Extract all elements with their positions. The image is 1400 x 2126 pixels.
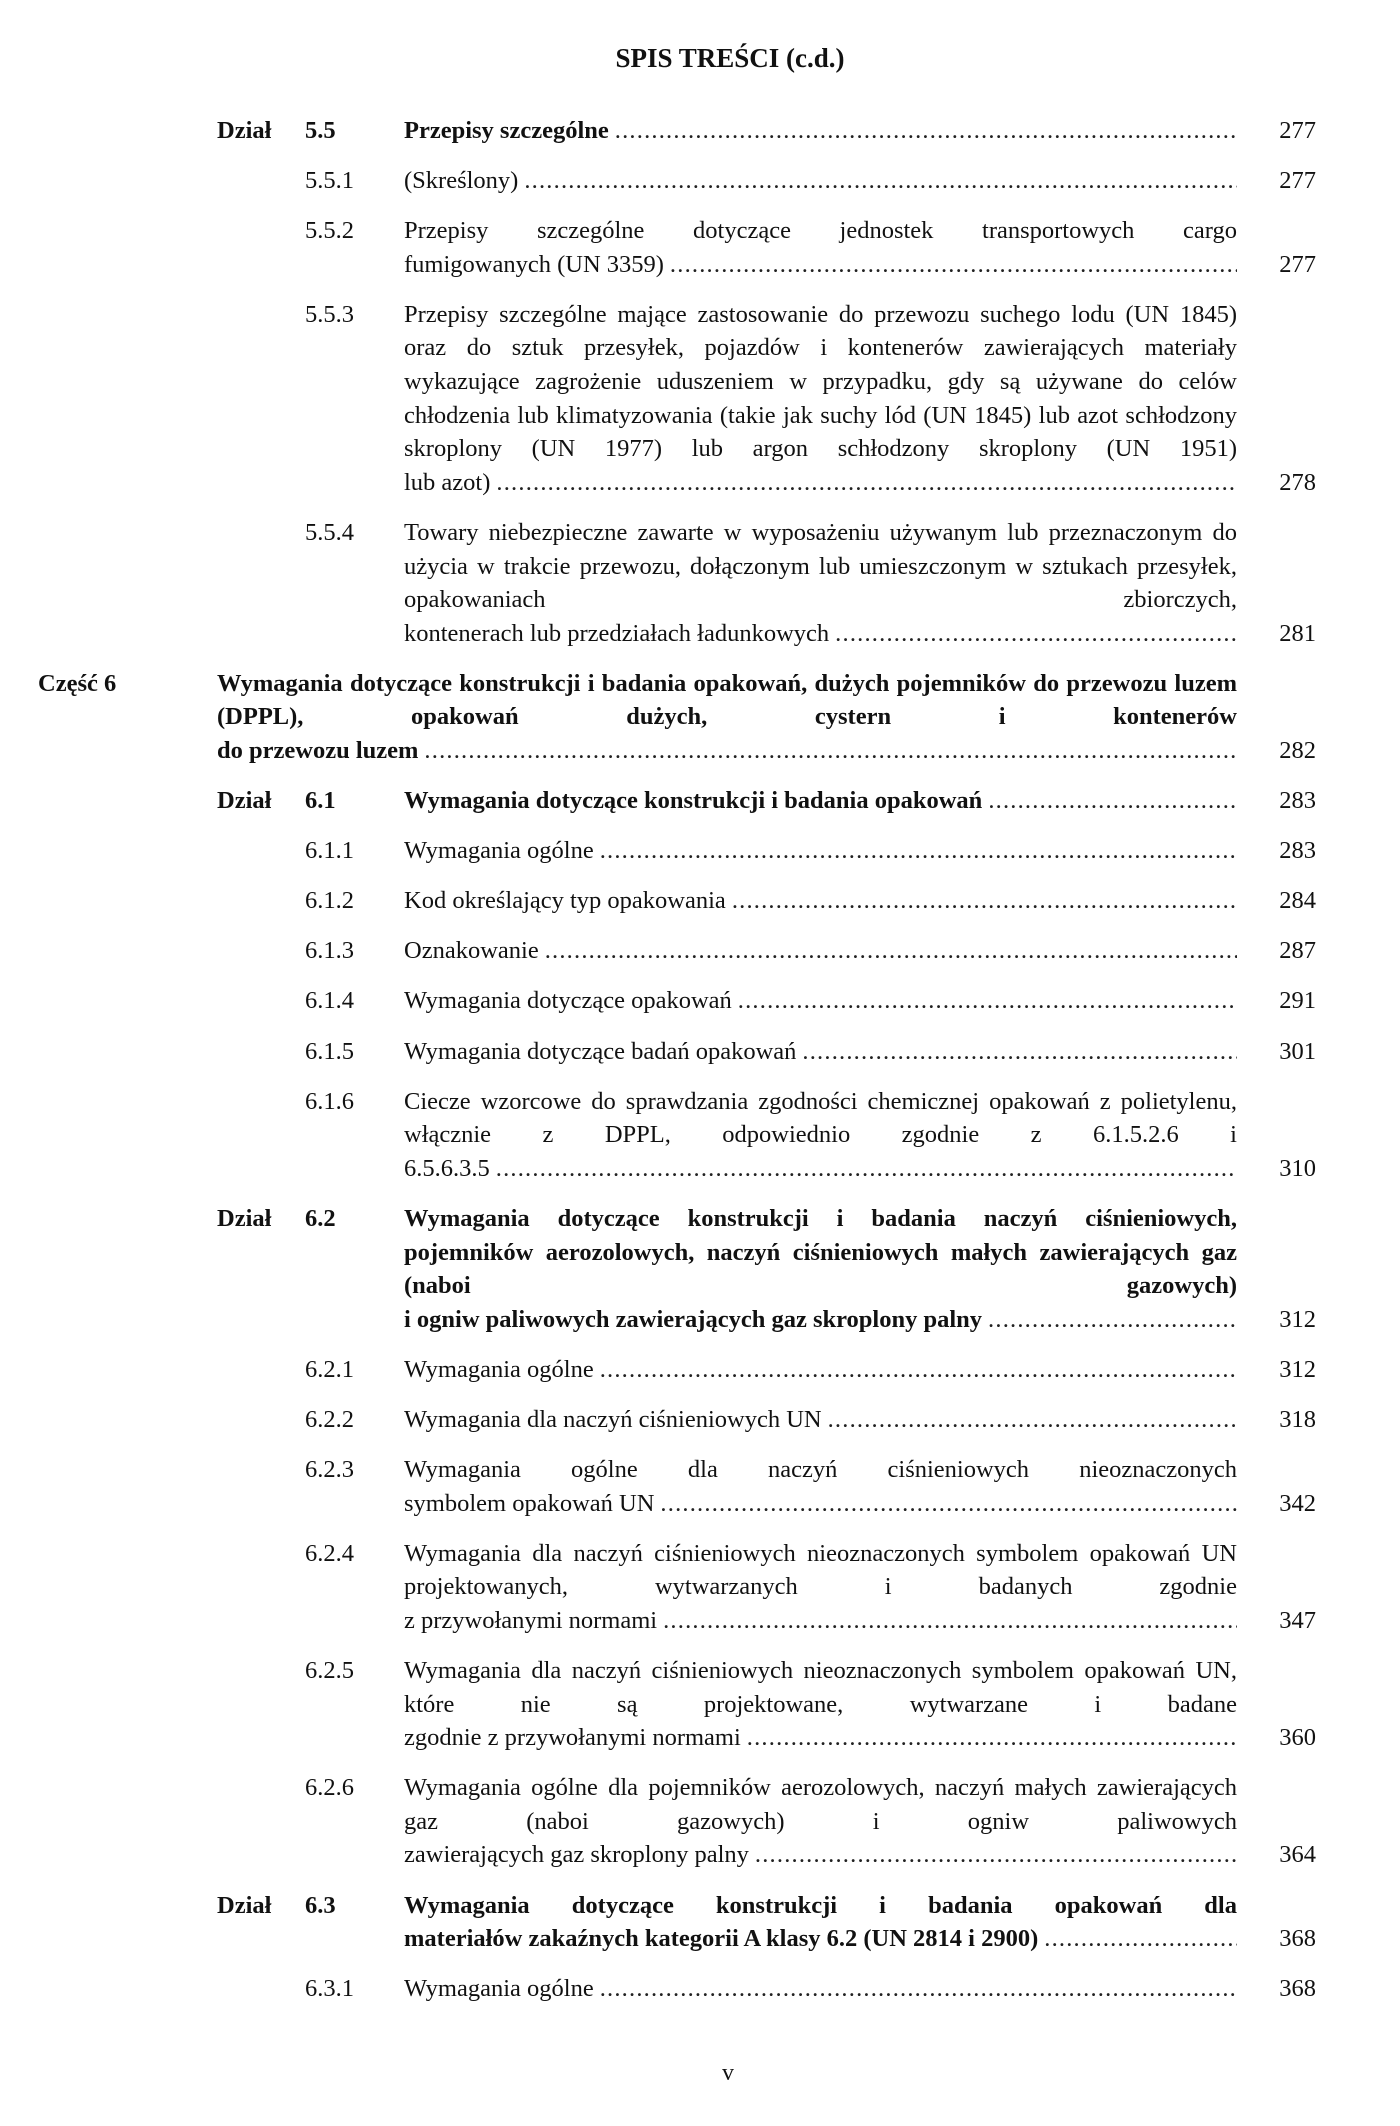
dot-leader <box>732 884 1237 918</box>
page-number[interactable]: 277 <box>1279 250 1316 278</box>
title-text: Przepisy szczególne <box>404 117 609 144</box>
page-number[interactable]: 318 <box>1279 1405 1316 1433</box>
section-number: 6.2 <box>305 1204 336 1232</box>
section-number: 6.2.4 <box>305 1539 354 1567</box>
title-text: (Skreślony) <box>404 167 519 195</box>
section-number: 6.2.3 <box>305 1456 354 1483</box>
title-lead: Wymagania ogólne dla naczyń ciśnieniowych nieoznaczonych <box>404 1456 1237 1483</box>
section-number: 5.5.2 <box>305 217 354 245</box>
title-text: 6.5.6.3.5 <box>404 1154 490 1182</box>
page-number[interactable]: 312 <box>1279 1305 1316 1333</box>
entry-title <box>404 1202 1237 1336</box>
title-lead: Ciecze wzorcowe do sprawdzania zgodności chemicznej opakowań z polietylenu, włącznie z DPPL, odpowiednio zgodnie z 6.1.5.2.6 i <box>404 1087 1237 1149</box>
dot-leader <box>615 114 1237 148</box>
toc-entry-dzial-5-5[interactable] <box>0 114 1400 148</box>
dot-leader <box>524 164 1237 198</box>
footer-page-number: v <box>722 2060 734 2086</box>
title-text: i ogniw paliwowych zawierających gaz skroplony palny <box>404 1305 983 1333</box>
dot-leader <box>1044 1922 1237 1956</box>
dot-leader <box>600 1972 1237 2006</box>
title-text: Wymagania ogólne <box>404 837 594 865</box>
entry-title <box>404 884 1237 918</box>
entry-title <box>404 1972 1237 2006</box>
dot-leader <box>660 1487 1237 1521</box>
toc-entry-6-1-3[interactable] <box>0 934 1400 968</box>
toc-entry-6-1-6[interactable] <box>0 1085 1400 1186</box>
title-text: fumigowanych (UN 3359) <box>404 250 664 278</box>
entry-title <box>404 984 1237 1018</box>
toc-entry-6-1-4[interactable] <box>0 984 1400 1018</box>
dzial-label: Dział <box>217 787 272 815</box>
page-number[interactable]: 312 <box>1279 1355 1316 1383</box>
dot-leader <box>802 1035 1237 1069</box>
table-of-contents <box>0 114 1400 2022</box>
page-number[interactable]: 360 <box>1279 1724 1316 1752</box>
dot-leader <box>600 1353 1237 1387</box>
page-number[interactable]: 277 <box>1279 117 1316 144</box>
title-text: symbolem opakowań UN <box>404 1489 655 1517</box>
toc-entry-5-5-2[interactable] <box>0 214 1400 281</box>
dot-leader <box>828 1403 1237 1437</box>
part-label: Część 6 <box>38 669 117 697</box>
entry-title <box>404 1403 1237 1437</box>
title-lead: Przepisy szczególne mające zastosowanie do przewozu suchego lodu (UN 1845) oraz do sztuk przesyłek, pojazdów i kontenerów zawierających materiały wykazujące zagrożenie uduszeniem w przypadku, gdy są używane do celów chłodzenia lub klimatyzowania (takie jak suchy lód (UN 1845) lub azot schłodzony skroplony (UN 1977) lub argon schłodzony skroplony (UN 1951) <box>404 300 1237 463</box>
toc-entry-6-1-2[interactable] <box>0 884 1400 918</box>
section-number: 6.1 <box>305 787 336 815</box>
title-text: Wymagania dotyczące konstrukcji i badania opakowań <box>404 787 983 815</box>
entry-title <box>404 516 1237 650</box>
dot-leader <box>424 734 1237 768</box>
title-text: Kod określający typ opakowania <box>404 887 726 915</box>
entry-title <box>404 1035 1237 1069</box>
dot-leader <box>663 1604 1237 1638</box>
entry-title <box>404 784 1237 818</box>
page-title: SPIS TREŚCI (c.d.) <box>615 43 845 73</box>
section-number: 6.3 <box>305 1891 336 1919</box>
section-number: 6.1.2 <box>305 887 354 915</box>
entry-title <box>404 1654 1237 1755</box>
section-number: 6.1.1 <box>305 837 354 865</box>
title-text: zgodnie z przywołanymi normami <box>404 1724 741 1752</box>
title-lead: Wymagania dla naczyń ciśnieniowych nieoznaczonych symbolem opakowań UN, które nie są projektowane, wytwarzane i badane <box>404 1656 1237 1718</box>
page-number[interactable]: 368 <box>1279 1975 1316 2003</box>
dzial-label: Dział <box>217 117 272 144</box>
entry-title <box>404 1085 1237 1186</box>
page-number[interactable]: 284 <box>1279 887 1316 915</box>
section-number: 6.3.1 <box>305 1975 354 2003</box>
dzial-label: Dział <box>217 1204 272 1232</box>
toc-entry-6-2-5[interactable] <box>0 1654 1400 1755</box>
dot-leader <box>600 834 1237 868</box>
dzial-label: Dział <box>217 1891 272 1919</box>
section-number: 6.1.4 <box>305 987 354 1015</box>
entry-title <box>404 1537 1237 1638</box>
page-number[interactable]: 364 <box>1279 1841 1316 1869</box>
page-number[interactable]: 301 <box>1279 1037 1316 1065</box>
dot-leader <box>545 934 1237 968</box>
toc-entry-dzial-6-3[interactable] <box>0 1889 1400 1956</box>
section-number: 6.1.5 <box>305 1037 354 1065</box>
dot-leader <box>496 1152 1237 1186</box>
title-lead: Wymagania dotyczące konstrukcji i badania opakowań, dużych pojemników do przewozu luzem (DPPL), opakowań dużych, cystern i kontenerów <box>217 669 1237 731</box>
dot-leader <box>755 1838 1237 1872</box>
toc-entry-5-5-4[interactable] <box>0 516 1400 650</box>
title-text: z przywołanymi normami <box>404 1606 658 1634</box>
toc-entry-dzial-6-2[interactable] <box>0 1202 1400 1336</box>
entry-title <box>404 298 1237 500</box>
page-number[interactable]: 342 <box>1279 1489 1316 1517</box>
section-number: 5.5.3 <box>305 300 354 328</box>
dot-leader <box>496 466 1237 500</box>
page-number[interactable]: 291 <box>1279 987 1316 1015</box>
section-number: 6.2.1 <box>305 1355 354 1383</box>
title-text: zawierających gaz skroplony palny <box>404 1841 749 1869</box>
title-text: Wymagania dotyczące badań opakowań <box>404 1037 797 1065</box>
page-number[interactable]: 282 <box>1279 737 1316 764</box>
dot-leader <box>988 784 1237 818</box>
toc-entry-6-2-1[interactable] <box>0 1353 1400 1387</box>
title-text: do przewozu luzem <box>217 737 419 764</box>
entry-title <box>217 667 1237 768</box>
title-lead: Wymagania dotyczące konstrukcji i badania naczyń ciśnieniowych, pojemników aerozolowych, naczyń ciśnieniowych małych zawierających gaz (naboi gazowych) <box>404 1204 1237 1300</box>
entry-title <box>404 214 1237 281</box>
page-number[interactable]: 283 <box>1279 837 1316 865</box>
title-lead: Wymagania dotyczące konstrukcji i badania opakowań dla <box>404 1891 1237 1919</box>
section-number: 6.1.6 <box>305 1087 354 1115</box>
toc-entry-6-1-1[interactable] <box>0 834 1400 868</box>
title-lead: Przepisy szczególne dotyczące jednostek transportowych cargo <box>404 217 1237 245</box>
dot-leader <box>670 248 1237 282</box>
entry-title <box>404 1453 1237 1520</box>
toc-entry-6-3-1[interactable] <box>0 1972 1400 2006</box>
toc-entry-5-5-1[interactable] <box>0 164 1400 198</box>
title-text: Wymagania dotyczące opakowań <box>404 987 732 1015</box>
entry-title <box>404 164 1237 198</box>
title-text: lub azot) <box>404 468 491 496</box>
section-number: 6.2.5 <box>305 1656 354 1684</box>
entry-title <box>404 1771 1237 1872</box>
title-text: kontenerach lub przedziałach ładunkowych <box>404 619 830 647</box>
page-number[interactable]: 368 <box>1279 1925 1316 1953</box>
toc-entry-dzial-6-1[interactable] <box>0 784 1400 818</box>
dot-leader <box>738 984 1237 1018</box>
page-number[interactable]: 283 <box>1279 787 1316 815</box>
toc-entry-czesc-6[interactable] <box>0 667 1400 768</box>
dot-leader <box>988 1303 1237 1337</box>
title-lead: Wymagania dla naczyń ciśnieniowych nieoznaczonych symbolem opakowań UN projektowanych, wytwarzanych i badanych zgodnie <box>404 1539 1237 1601</box>
title-lead: Wymagania ogólne dla pojemników aerozolowych, naczyń małych zawierających gaz (naboi gazowych) i ogniw paliwowych <box>404 1774 1237 1835</box>
toc-entry-6-2-2[interactable] <box>0 1403 1400 1437</box>
dot-leader <box>747 1721 1237 1755</box>
dot-leader <box>835 617 1237 651</box>
toc-entry-6-2-3[interactable] <box>0 1453 1400 1520</box>
entry-title <box>404 834 1237 868</box>
page-number[interactable]: 281 <box>1279 619 1316 647</box>
page-number[interactable]: 277 <box>1279 167 1316 195</box>
page-number[interactable]: 278 <box>1279 468 1316 496</box>
section-number: 6.2.2 <box>305 1405 354 1433</box>
page-number[interactable]: 347 <box>1279 1606 1316 1634</box>
section-number: 5.5.4 <box>305 518 354 546</box>
title-text: Wymagania dla naczyń ciśnieniowych UN <box>404 1405 822 1433</box>
entry-title <box>404 1353 1237 1387</box>
entry-title <box>404 114 1237 148</box>
title-text: Wymagania ogólne <box>404 1975 594 2003</box>
toc-entry-6-1-5[interactable] <box>0 1035 1400 1069</box>
section-number: 5.5 <box>305 117 336 144</box>
page-number[interactable]: 287 <box>1279 937 1316 965</box>
title-text: Oznakowanie <box>404 937 539 965</box>
section-number: 6.2.6 <box>305 1774 354 1802</box>
toc-entry-5-5-3[interactable] <box>0 298 1400 500</box>
toc-entry-6-2-6[interactable] <box>0 1771 1400 1872</box>
title-lead: Towary niebezpieczne zawarte w wyposażeniu używanym lub przeznaczonym do użycia w trakcie przewozu, dołączonym lub umieszczonym w sztukach przesyłek, opakowaniach zbiorczych, <box>404 518 1237 614</box>
title-text: materiałów zakaźnych kategorii A klasy 6.2 (UN 2814 i 2900) <box>404 1925 1039 1953</box>
section-number: 5.5.1 <box>305 167 354 195</box>
entry-title <box>404 1889 1237 1956</box>
section-number: 6.1.3 <box>305 937 354 965</box>
toc-entry-6-2-4[interactable] <box>0 1537 1400 1638</box>
page-number[interactable]: 310 <box>1279 1154 1316 1182</box>
title-text: Wymagania ogólne <box>404 1355 594 1383</box>
entry-title <box>404 934 1237 968</box>
